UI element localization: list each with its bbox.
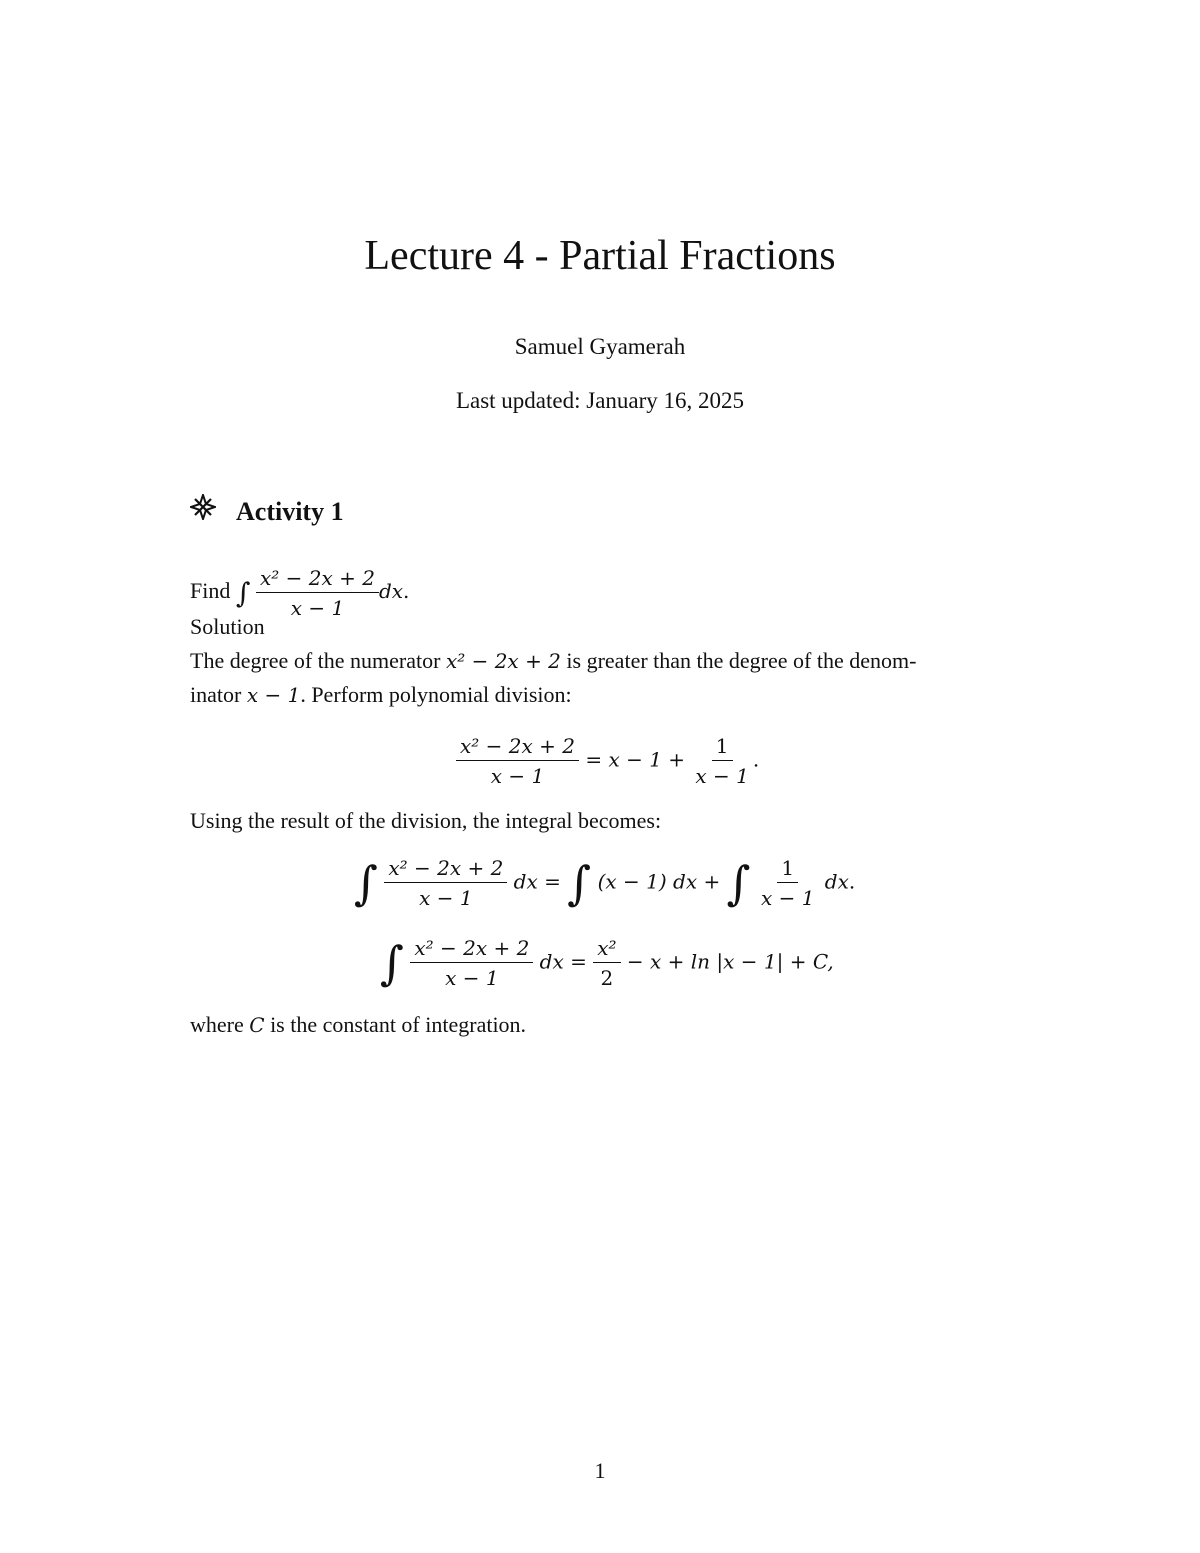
find-label: Find (190, 578, 231, 604)
remainder-fraction (757, 856, 818, 910)
inline-math: C (249, 1013, 265, 1037)
text-segment: where (190, 1012, 244, 1037)
page-number: 1 (594, 1458, 606, 1483)
text-segment: . Perform polynomial division: (300, 682, 572, 707)
dx-term: dx (673, 869, 698, 894)
fraction-denominator: x − 1 (290, 596, 345, 620)
fraction-numerator: x² − 2x + 2 (256, 566, 379, 593)
fraction-denominator: x − 1 (445, 966, 499, 990)
last-updated-date: Last updated: January 16, 2025 (455, 388, 745, 413)
fraction-numerator: 1 (712, 734, 733, 761)
fraction-denominator: x − 1 (760, 886, 815, 910)
page-title: Lecture 4 - Partial Fractions (364, 233, 836, 279)
diamond-star-icon (190, 494, 236, 527)
find-statement: Find ∫ $\frac{\text{x² − 2x + 2}}{x - 1}$ dx. (190, 566, 410, 620)
fraction-numerator: x² − 2x + 2 (410, 936, 533, 963)
integral-sign: ∫ (567, 856, 592, 910)
paragraph-line (190, 682, 572, 708)
text-segment: is the constant of integration. (270, 1012, 527, 1037)
integral-sign: ∫ (380, 936, 404, 990)
inline-math: x² − 2x + 2 (445, 649, 561, 673)
dx-term: dx (539, 949, 564, 974)
paragraph-line (190, 1012, 526, 1038)
author-name: Samuel Gyamerah (514, 334, 686, 359)
equation-fraction (384, 856, 507, 910)
section-label: Activity 1 (236, 497, 344, 526)
section-heading (190, 494, 344, 527)
inline-math: x − 1 (246, 683, 301, 707)
fraction-numerator: x² (593, 936, 620, 963)
division-equation: $\frac{\text{x² − 2x + 2}}{x - 1}$ = x − 1 + $\frac{1}{x - 1}$ . (456, 734, 759, 788)
integral-sign: ∫ (235, 576, 251, 610)
fraction-numerator: x² − 2x + 2 (456, 734, 579, 761)
fraction-numerator: 1 (777, 856, 798, 883)
fraction-denominator: x − 1 (419, 886, 473, 910)
paragraph-line: Using the result of the division, the integral becomes: (190, 808, 662, 833)
dx-term: dx (824, 869, 849, 894)
remainder-fraction (691, 734, 752, 788)
integral-sign: ∫ (726, 856, 751, 910)
integral-sign: ∫ (354, 856, 378, 910)
fraction-denominator: 2 (600, 966, 614, 990)
solution-label: Solution (190, 614, 265, 639)
text-segment: is greater than the degree of the denom- (566, 648, 917, 673)
division-rhs: = x − 1 + (585, 747, 686, 772)
half-x-squared-fraction (593, 936, 620, 990)
equation-fraction (456, 734, 579, 788)
find-fraction (256, 566, 379, 620)
text-segment: The degree of the numerator (190, 648, 441, 673)
fraction-denominator: x − 1 (695, 764, 749, 788)
dx-term: dx (513, 869, 538, 894)
text-segment: inator (190, 682, 242, 707)
integral-equation: ∫ $\frac{\text{x² − 2x + 2}}{x - 1}$ dx = ∫ (x − 1) dx + ∫ $\frac{1}{x - 1}$ dx. (354, 856, 856, 910)
equation-fraction (410, 936, 533, 990)
fraction-denominator: x − 1 (490, 764, 545, 788)
result-equation: ∫ $\frac{\text{x² − 2x + 2}}{x - 1}$ dx = $\frac{\text{x²}}{2}$ − x + ln |x − 1| + C, (380, 936, 834, 990)
dx-term: dx (378, 579, 404, 604)
result-tail: − x + ln |x − 1| + C, (626, 949, 834, 974)
fraction-numerator: x² − 2x + 2 (384, 856, 507, 883)
paragraph-line (190, 648, 916, 674)
linear-term: (x − 1) (597, 869, 667, 894)
